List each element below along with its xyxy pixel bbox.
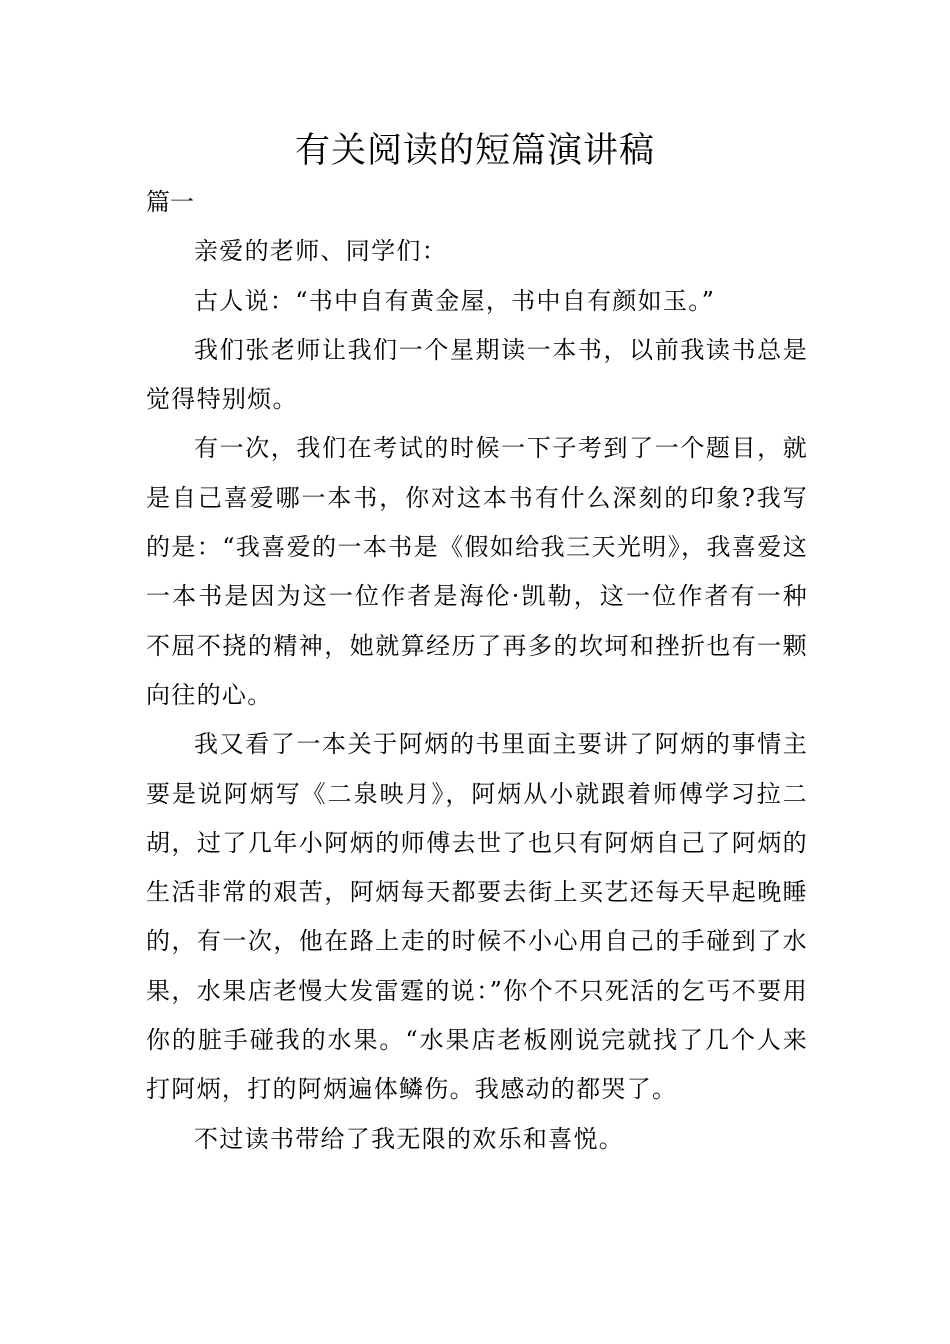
paragraph-greeting: 亲爱的老师、同学们： [194,237,447,266]
paragraph-exam: 有一次，我们在考试的时候一下子考到了一个题目，就是自己喜爱哪一本书，你对这本书有什么深刻的印象?我写的是：“我喜爱的一本书是《假如给我三天光明》，我喜爱这一本书是因为这一位作者是海伦·凯勒，这一位作者有一种不屈不挠的精神，她就算经历了再多的坎坷和挫折也有一颗向往的心。 [146,434,808,709]
paragraph-teacher: 我们张老师让我们一个星期读一本书，以前我读书总是觉得特别烦。 [146,335,808,414]
document-body [146,178,808,1164]
paragraph-conclusion: 不过读书带给了我无限的欢乐和喜悦。 [194,1124,625,1153]
section-label: 篇一 [146,188,194,216]
paragraph-quote: 古人说：“书中自有黄金屋，书中自有颜如玉。” [194,286,716,315]
paragraph-abing: 我又看了一本关于阿炳的书里面主要讲了阿炳的事情主要是说阿炳写《二泉映月》，阿炳从小就跟着师傅学习拉二胡，过了几年小阿炳的师傅去世了也只有阿炳自己了阿炳的生活非常的艰苦，阿炳每天都要去街上买艺还每天早起晚睡的，有一次，他在路上走的时候不小心用自己的手碰到了水果，水果店老慢大发雷霆的说：”你个不只死活的乞丐不要用你的脏手碰我的水果。“水果店老板刚说完就找了几个人来打阿炳，打的阿炳遍体鳞伤。我感动的都哭了。 [146,730,808,1104]
document-title: 有关阅读的短篇演讲稿 [294,131,655,171]
